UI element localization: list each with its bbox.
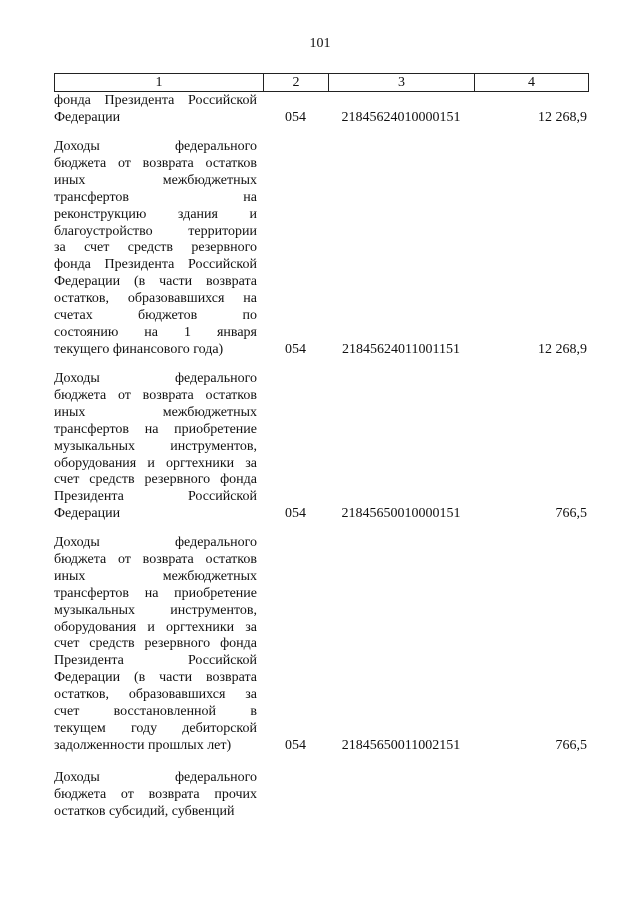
row-value: 766,5 <box>555 506 587 522</box>
row-code-col3: 21845624010000151 <box>341 109 461 125</box>
description-line: музыкальных инструментов, <box>54 602 257 618</box>
header-col-1: 1 <box>55 74 264 91</box>
description-line: Президента Российской <box>54 653 257 669</box>
row-code-col3: 21845650010000151 <box>341 506 461 522</box>
header-col-3: 3 <box>329 74 475 91</box>
description-line: текущем году дебиторской <box>54 720 257 736</box>
row-code-col2: 054 <box>285 737 306 753</box>
table-header-row <box>54 73 589 92</box>
description-line: остатков, образовавшихся на <box>54 291 257 307</box>
description-line: реконструкцию здания и <box>54 206 257 222</box>
row-code-col3: 21845650011002151 <box>341 737 461 753</box>
description-line: Доходы федерального <box>54 139 257 154</box>
description-line: текущего финансового года) <box>54 341 224 357</box>
description-line: бюджета от возврата остатков <box>54 387 257 403</box>
page-number: 101 <box>309 36 331 51</box>
description-line: Федерации <box>54 506 121 522</box>
row-value: 12 268,9 <box>538 109 587 125</box>
header-col-4: 4 <box>528 75 535 90</box>
description-line: счет средств резервного фонда <box>54 636 257 652</box>
row-code-col3: 21845624011001151 <box>342 341 460 357</box>
description-line: трансфертов на приобретение <box>54 585 257 601</box>
description-line: Доходы федерального <box>54 770 257 785</box>
description-line: задолженности прошлых лет) <box>54 737 232 753</box>
row-description <box>54 93 257 127</box>
description-line: Доходы федерального <box>54 535 257 550</box>
row-description <box>54 139 257 359</box>
description-line: музыкальных инструментов, <box>54 438 257 454</box>
description-line: фонда Президента Российской <box>54 257 257 273</box>
description-line: за счет средств резервного <box>54 240 257 256</box>
description-line: иных межбюджетных <box>54 568 257 584</box>
description-line: иных межбюджетных <box>54 404 257 420</box>
description-line: остатков, образовавшихся за <box>54 687 257 703</box>
description-line: счет средств резервного фонда <box>54 472 257 488</box>
row-description <box>54 371 257 523</box>
description-line: благоустройство территории <box>54 223 257 239</box>
description-line: состоянию на 1 января <box>54 324 257 340</box>
description-line: остатков субсидий, субвенций <box>54 803 235 819</box>
header-col-2: 2 <box>264 74 329 91</box>
description-line: Федерации (в части возврата <box>54 670 257 686</box>
description-line: трансфертов на <box>54 189 257 205</box>
description-line: трансфертов на приобретение <box>54 421 257 437</box>
description-line: Доходы федерального <box>54 371 257 386</box>
description-line: счет восстановленной в <box>54 704 257 720</box>
row-code-col2: 054 <box>285 506 306 522</box>
description-line: Федерации (в части возврата <box>54 274 257 290</box>
description-line: счетах бюджетов по <box>54 308 257 324</box>
description-line: иных межбюджетных <box>54 172 257 188</box>
row-code-col2: 054 <box>285 341 306 357</box>
description-line: бюджета от возврата остатков <box>54 551 257 567</box>
row-value: 12 268,9 <box>538 341 587 357</box>
description-line: Федерации <box>54 109 121 125</box>
description-line: оборудования и оргтехники за <box>54 455 257 471</box>
description-line: Президента Российской <box>54 489 257 505</box>
description-line: бюджета от возврата остатков <box>54 155 257 171</box>
description-line: бюджета от возврата прочих <box>54 786 257 802</box>
description-line: фонда Президента Российской <box>54 93 257 108</box>
row-value: 766,5 <box>555 737 587 753</box>
row-description <box>54 770 257 821</box>
row-description <box>54 535 257 755</box>
row-code-col2: 054 <box>285 109 306 125</box>
description-line: оборудования и оргтехники за <box>54 619 257 635</box>
